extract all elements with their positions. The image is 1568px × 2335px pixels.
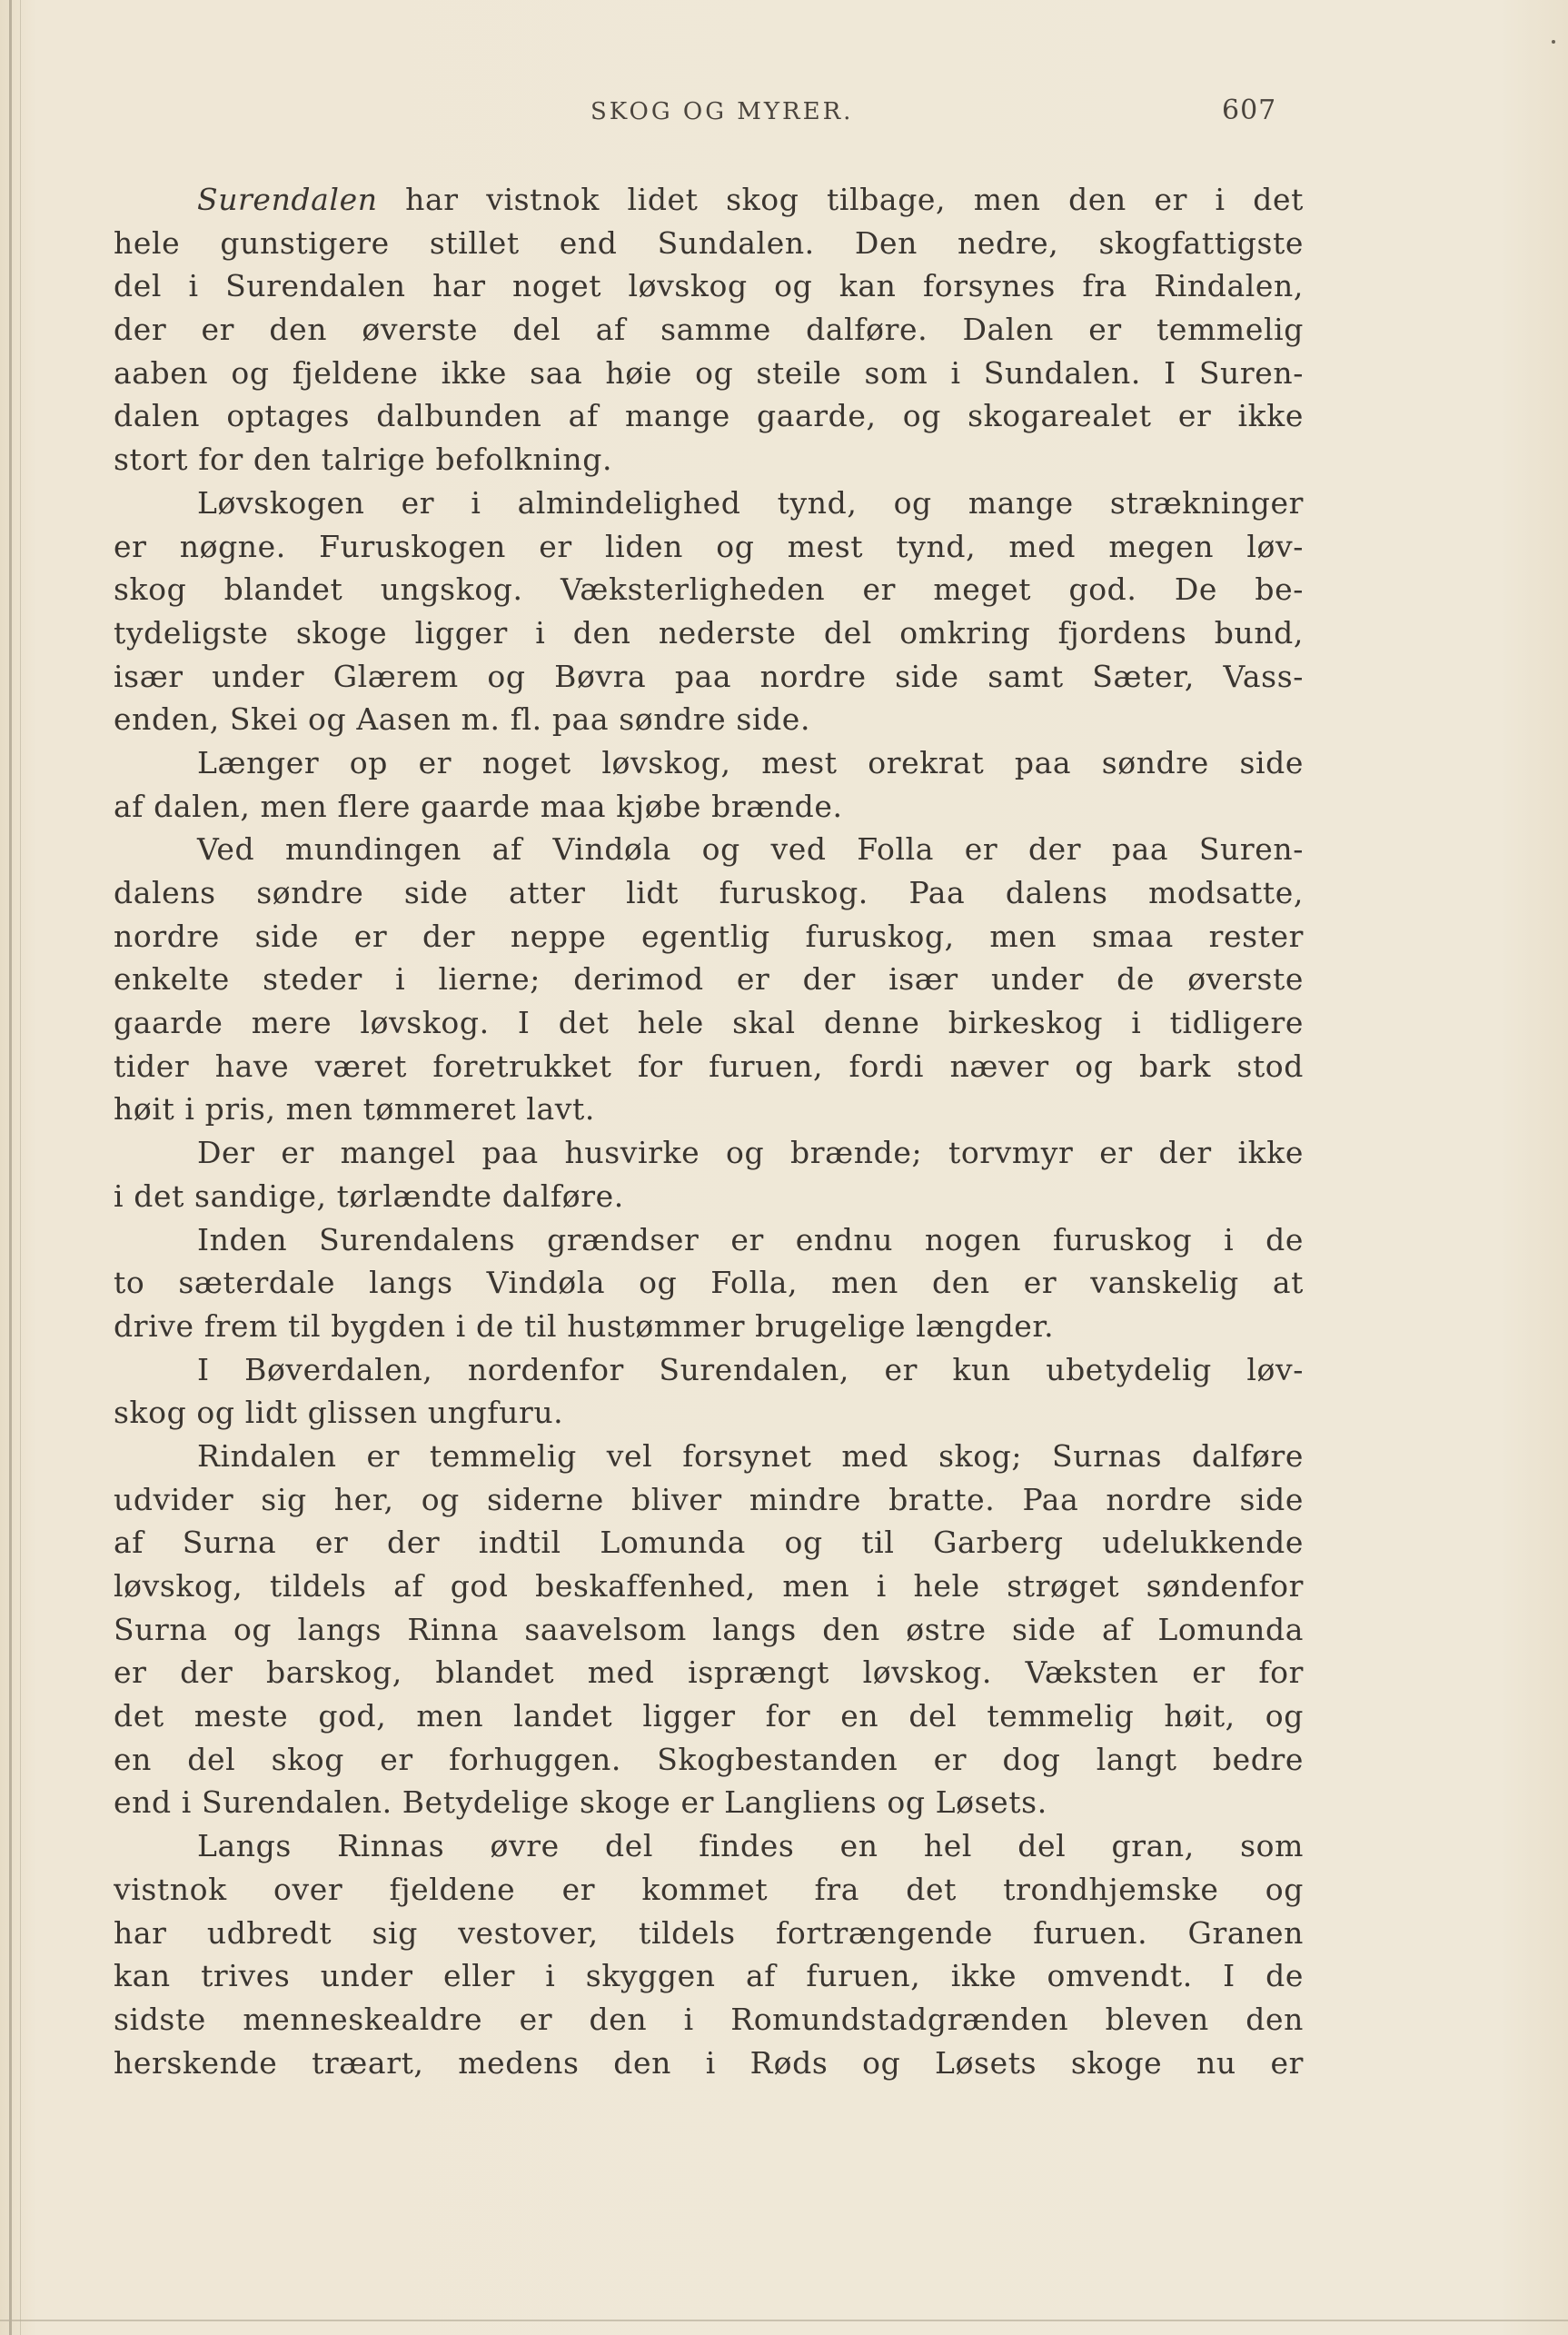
text-line-content: gaarde mere løvskog. I det hele skal denne birkeskog i tidligere: [114, 1005, 1304, 1041]
running-head: SKOG OG MYRER.: [590, 98, 854, 125]
text-line-content: dalens søndre side atter lidt furuskog. Paa dalens modsatte,: [114, 875, 1304, 910]
text-line: [114, 222, 1304, 265]
text-line-content: enden, Skei og Aasen m. fl. paa søndre side.: [114, 701, 811, 738]
text-line: [114, 958, 1304, 1001]
text-line-content: enkelte steder i lierne; derimod er der især under de øverste: [114, 961, 1304, 998]
text-line: [114, 1001, 1304, 1045]
text-line: [114, 1261, 1304, 1305]
text-line-content: især under Glærem og Bøvra paa nordre side samt Sæter, Vass-: [114, 658, 1304, 694]
text-line: [114, 1391, 1304, 1435]
text-line-content: Der er mangel paa husvirke og brænde; torvmyr er der ikke: [197, 1135, 1304, 1171]
text-line: [114, 785, 1304, 829]
text-line: [114, 1088, 1304, 1131]
page-number: 607: [1222, 94, 1277, 126]
text-line: [114, 394, 1304, 438]
text-line: [114, 1131, 1304, 1175]
text-line-content: i det sandige, tørlændte dalføre.: [114, 1177, 624, 1214]
text-line: [114, 1824, 1304, 1868]
text-line-content: I Bøverdalen, nordenfor Surendalen, er kun ubetydelig løv-: [197, 1351, 1304, 1387]
text-line-content: skog blandet ungskog. Væksterligheden er meget god. De be-: [114, 571, 1304, 608]
text-line-content: del i Surendalen har noget løvskog og kan forsynes fra Rindalen,: [114, 268, 1304, 304]
text-line: [114, 1435, 1304, 1478]
text-line: [114, 915, 1304, 959]
text-line-content: nordre side er der neppe egentlig furuskog, men smaa rester: [114, 918, 1304, 954]
text-line: [114, 178, 1304, 222]
text-line-content: tider have været foretrukket for furuen, fordi næver og bark stod: [114, 1048, 1304, 1084]
text-line-content: Inden Surendalens grændser er endnu nogen furuskog i de: [197, 1221, 1304, 1257]
text-line-content: Løvskogen er i almindelighed tynd, og mange strækninger: [197, 484, 1304, 521]
text-line-content: det meste god, men landet ligger for en del temmelig høit, og: [114, 1698, 1304, 1734]
text-line: [114, 1781, 1304, 1824]
text-line-content: tydeligste skoge ligger i den nederste del omkring fjordens bund,: [114, 614, 1304, 651]
text-line: [114, 1348, 1304, 1392]
text-line-content: kan trives under eller i skyggen af furuen, ikke omvendt. I de: [114, 1958, 1304, 1994]
text-line-content: Rindalen er temmelig vel forsynet med skog; Surnas dalføre: [197, 1437, 1304, 1474]
page-header: [0, 91, 1568, 131]
text-line-content: stort for den talrige befolkning.: [114, 442, 613, 478]
text-line: [114, 1998, 1304, 2042]
text-line: [114, 1912, 1304, 1955]
page-bottom-edge: [0, 2320, 1568, 2321]
text-line-content: Ved mundingen af Vindøla og ved Folla er der paa Suren-: [197, 831, 1304, 868]
text-line-content: løvskog, tildels af god beskaffenhed, men i hele strøget søndenfor: [114, 1568, 1304, 1604]
text-line-content: end i Surendalen. Betydelige skoge er Langliens og Løsets.: [114, 1784, 1047, 1821]
text-line-content: Langs Rinnas øvre del findes en hel del gran, som: [197, 1828, 1304, 1864]
print-speck: [1552, 40, 1555, 44]
text-line: [114, 525, 1304, 569]
text-line-content: herskende træart, medens den i Røds og Løsets skoge nu er: [114, 2044, 1304, 2081]
text-line-content: har vistnok lidet skog tilbage, men den er i det: [377, 182, 1304, 217]
text-line: [114, 482, 1304, 525]
text-line-content: høit i pris, men tømmeret lavt.: [114, 1091, 595, 1128]
text-line-content: vistnok over fjeldene er kommet fra det trondhjemske og: [114, 1871, 1304, 1907]
text-line-content: udvider sig her, og siderne bliver mindre bratte. Paa nordre side: [114, 1481, 1304, 1517]
text-line-content: dalen optages dalbunden af mange gaarde, og skogarealet er ikke: [114, 398, 1304, 434]
binding-edge-inner: [20, 0, 21, 2335]
text-line-content: skog og lidt glissen ungfuru.: [114, 1395, 564, 1431]
text-line: [114, 264, 1304, 308]
text-line: [114, 1651, 1304, 1694]
text-line: [114, 1175, 1304, 1218]
text-line-content: Længer op er noget løvskog, mest orekrat paa søndre side: [197, 744, 1304, 780]
text-line: [114, 1694, 1304, 1738]
text-line: [114, 611, 1304, 655]
text-line: [114, 438, 1304, 482]
text-line-content: to sæterdale langs Vindøla og Folla, men den er vanskelig at: [114, 1265, 1304, 1301]
text-line-content: er der barskog, blandet med isprængt løvskog. Væksten er for: [114, 1654, 1304, 1691]
text-line: [114, 1521, 1304, 1565]
text-line-content: en del skog er forhuggen. Skogbestanden er dog langt bedre: [114, 1741, 1304, 1777]
text-line: [114, 1608, 1304, 1652]
text-line: [114, 1868, 1304, 1912]
body-text: [114, 178, 1304, 2084]
text-line: [114, 308, 1304, 352]
text-line: [114, 655, 1304, 699]
text-line: [114, 698, 1304, 741]
text-line: [114, 1478, 1304, 1522]
italic-place-name: Surendalen: [197, 182, 378, 217]
text-line-content: af Surna er der indtil Lomunda og til Garberg udelukkende: [114, 1525, 1304, 1561]
text-line: [114, 1954, 1304, 1998]
text-line: [114, 1565, 1304, 1608]
text-line-content: drive frem til bygden i de til hustømmer brugelige længder.: [114, 1307, 1055, 1344]
binding-edge: [9, 0, 12, 2335]
text-line-content: hele gunstigere stillet end Sundalen. Den nedre, skogfattigste: [114, 224, 1304, 261]
text-line-content: der er den øverste del af samme dalføre. Dalen er temmelig: [114, 312, 1304, 348]
text-line: [114, 828, 1304, 871]
text-line-content: sidste menneskealdre er den i Romundstadgrænden bleven den: [114, 2001, 1304, 2037]
text-line-content: Surna og langs Rinna saavelsom langs den østre side af Lomunda: [114, 1611, 1304, 1647]
text-line-content: af dalen, men flere gaarde maa kjøbe brænde.: [114, 788, 843, 824]
text-line: [114, 2042, 1304, 2085]
text-line: [114, 871, 1304, 915]
text-line: [114, 1305, 1304, 1348]
text-line-content: aaben og fjeldene ikke saa høie og steile som i Sundalen. I Suren-: [114, 354, 1304, 391]
text-line: [114, 568, 1304, 611]
text-line: [114, 352, 1304, 395]
text-line: [114, 741, 1304, 785]
text-line-content: har udbredt sig vestover, tildels fortrængende furuen. Granen: [114, 1914, 1304, 1951]
text-line: [114, 1738, 1304, 1782]
text-line-content: er nøgne. Furuskogen er liden og mest tynd, med megen løv-: [114, 528, 1304, 564]
text-line: [114, 1218, 1304, 1262]
text-line: [114, 1045, 1304, 1088]
